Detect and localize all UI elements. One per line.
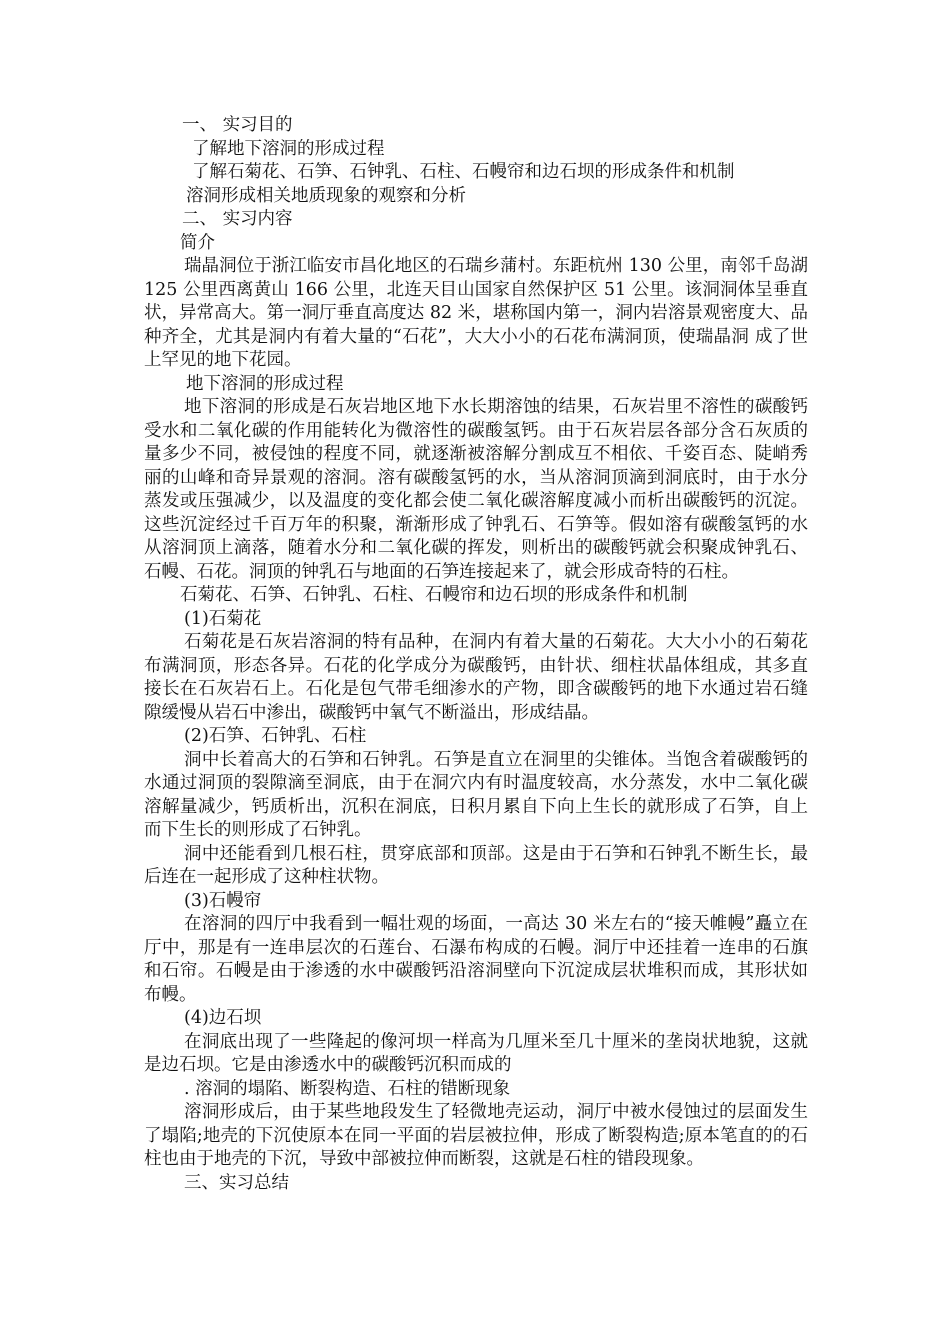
section-curtain-paragraph: 在溶洞的四厅中我看到一幅壮观的场面，一高达 30 米左右的“接天帷幔”矗立在厅中，那是有一连串层次的石莲台、石瀑布构成的石幔。洞厅中还挂着一连串的石旗和石帘。石幔是由于渗透的水中碳酸钙沿溶洞壁向下沉淀成层状堆积而成，其形状如布幔。	[144, 914, 808, 1005]
formation-title: 地下溶洞的形成过程	[186, 373, 344, 394]
section-curtain-title: (3)石幔帘	[184, 890, 262, 911]
section-chrysanthemum-title: (1)石菊花	[184, 608, 262, 629]
section-stalagmite-paragraph-2: 洞中还能看到几根石柱，贯穿底部和顶部。这是由于石笋和石钟乳不断生长，最后连在一起形成了这种柱状物。	[144, 843, 808, 887]
intro-paragraph: 瑞晶洞位于浙江临安市昌化地区的石瑞乡蒲村。东距杭州 130 公里，南邻千岛湖 125 公里西离黄山 166 公里，北连天目山国家自然保护区 51 公里。该洞洞体呈垂直状，异常高大。第一洞厅垂直高度达 82 米，堪称国内第一，洞内岩溶景观密度大、品种齐全，尤其是洞内有着大量的“石花”，大大小小的石花布满洞顶，使瑞晶洞 成了世上罕见的地下花园。	[144, 256, 808, 370]
goal-item-1: 了解地下溶洞的形成过程	[192, 138, 385, 159]
section-stalagmite-title: (2)石笋、石钟乳、石柱	[184, 726, 367, 746]
heading-purpose: 一、 实习目的	[182, 115, 293, 135]
heading-summary: 三、实习总结	[184, 1172, 289, 1193]
document-body	[144, 114, 808, 1195]
section-rimstone-title: (4)边石坝	[184, 1008, 262, 1028]
collapse-paragraph: 溶洞形成后，由于某些地段发生了轻微地壳运动，洞厅中被水侵蚀过的层面发生了塌陷;地壳的下沉使原本在同一平面的岩层被拉伸，形成了断裂构造;原本笔直的的石柱也由于地壳的下沉，导致中部被拉伸而断裂，这就是石柱的错段现象。	[144, 1102, 808, 1169]
goal-item-3: 溶洞形成相关地质现象的观察和分析	[186, 185, 466, 206]
section-stalagmite-paragraph-1: 洞中长着高大的石笋和石钟乳。石笋是直立在洞里的尖锥体。当饱含着碳酸钙的水通过洞顶的裂隙滴至洞底，由于在洞穴内有时温度较高，水分蒸发，水中二氧化碳溶解量减少，钙质析出，沉积在洞底，日积月累自下向上生长的就形成了石笋，自上而下生长的则形成了石钟乳。	[144, 749, 808, 840]
collapse-title: . 溶洞的塌陷、断裂构造、石柱的错断现象	[184, 1078, 511, 1099]
intro-title: 简介	[180, 232, 215, 253]
mechanism-title: 石菊花、石笋、石钟乳、石柱、石幔帘和边石坝的形成条件和机制	[180, 585, 688, 605]
goal-item-2: 了解石菊花、石笋、石钟乳、石柱、石幔帘和边石坝的形成条件和机制	[192, 162, 735, 182]
formation-paragraph: 地下溶洞的形成是石灰岩地区地下水长期溶蚀的结果，石灰岩里不溶性的碳酸钙受水和二氧化碳的作用能转化为微溶性的碳酸氢钙。由于石灰岩层各部分含石灰质的量多少不同，被侵蚀的程度不同，就逐渐被溶解分割成互不相依、千姿百态、陡峭秀丽的山峰和奇异景观的溶洞。溶有碳酸氢钙的水，当从溶洞顶滴到洞底时，由于水分蒸发或压强减少，以及温度的变化都会使二氧化碳溶解度减小而析出碳酸钙的沉淀。这些沉淀经过千百万年的积聚，渐渐形成了钟乳石、石笋等。假如溶有碳酸氢钙的水从溶洞顶上滴落，随着水分和二氧化碳的挥发，则析出的碳酸钙就会积聚成钟乳石、石幔、石花。洞顶的钟乳石与地面的石笋连接起来了，就会形成奇特的石柱。	[144, 397, 808, 582]
section-rimstone-paragraph: 在洞底出现了一些隆起的像河坝一样高为几厘米至几十厘米的垄岗状地貌，这就是边石坝。它是由渗透水中的碳酸钙沉积而成的	[144, 1031, 808, 1075]
heading-content: 二、 实习内容	[182, 209, 293, 229]
section-chrysanthemum-paragraph: 石菊花是石灰岩溶洞的特有品种，在洞内有着大量的石菊花。大大小小的石菊花布满洞顶，形态各异。石花的化学成分为碳酸钙，由针状、细柱状晶体组成，其多直接长在石灰岩石上。石化是包气带毛细渗水的产物，即含碳酸钙的地下水通过岩石缝隙缓慢从岩石中渗出，碳酸钙中氧气不断溢出，形成结晶。	[144, 632, 808, 723]
